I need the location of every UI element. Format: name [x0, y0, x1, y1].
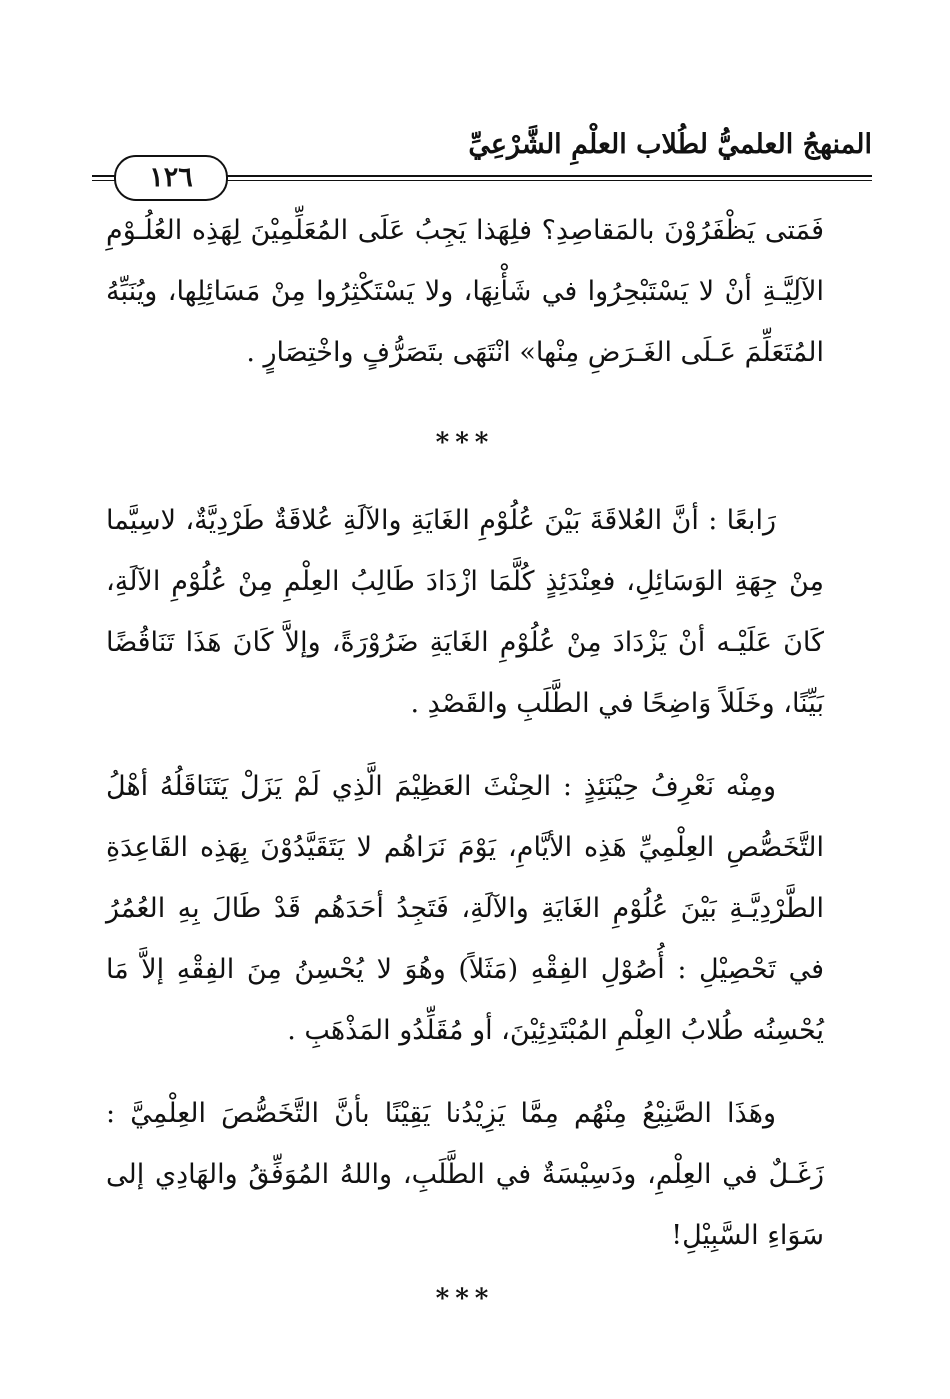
paragraph-rabian: رَابعًا : أنَّ العُلاقَةَ بَيْنَ عُلُوْمِ الغَايَةِ والآلَةِ عُلاقَةٌ طَرْدِيَّةٌ، لاسِيَّما مِنْ جِهَةِ الوَسَائِلِ، فعِنْدَئِذٍ كُلَّمَا ازْدَادَ طَالِبُ العِلْمِ مِنْ عُلُوْمِ الآلَةِ، كَانَ عَلَيْـه أنْ يَزْدَادَ مِنْ عُلُوْمِ الغَايَةِ ضَرُوْرَةً، وإلاَّ كَانَ هَذَا تَنَاقُضًا بَيِّنًا، وخَلَلاً وَاضِحًا في الطَّلَبِ والقَصْدِ . [106, 505, 824, 719]
paragraph-conclusion: وهَذَا الصَّنِيْعُ مِنْهُم مِمَّا يَزِيْدُنا يَقِيْنًا بأنَّ التَّخَصُّصَ العِلْمِيَّ : زَغَـلٌ في العِلْمِ، ودَسِيْسَةٌ في الطَّلَبِ، واللهُ المُوَفِّقُ والهَادِي إلى سَوَاءِ السَّبِيْلِ! [106, 1098, 824, 1251]
page-body [106, 200, 824, 1324]
end-separator: *** [435, 1284, 495, 1314]
paragraph-continuation: فَمَتى يَظْفَرُوْنَ بالمَقاصِدِ؟ فلِهَذا يَجِبُ عَلَى المُعَلِّمِيْنَ لِهَذِه العُلُـوْمِ الآلِيَّـةِ أنْ لا يَسْتَبْحِرُوا في شَأْنِهَا، ولا يَسْتَكْثِرُوا مِنْ مَسَائِلِها، ويُنَبِّهُ المُتَعَلِّمَ عَـلَى الغَـرَضِ مِنْها» انْتَهَى بتَصَرُّفٍ واخْتِصَارٍ . [106, 215, 824, 368]
paragraph-minhu: ومِنْه نَعْرِفُ حِيْنَئِذٍ : الحِنْثَ العَظِيْمَ الَّذِي لَمْ يَزَلْ يَتَنَاقَلُهُ أهْلُ التَّخَصُّصِ العِلْمِيِّ هَذِه الأيَّامِ، يَوْمَ نَرَاهُم لا يَتَقَيَّدُوْنَ بِهَذِه القَاعِدَةِ الطَّرْدِيَّـةِ بَيْنَ عُلُوْمِ الغَايَةِ والآلَةِ، فَتَجِدُ أحَدَهُم قَدْ طَالَ بِهِ العُمُرُ في تَحْصِيْلِ : أُصُوْلِ الفِقْهِ (مَثَلاً) وهُوَ لا يُحْسِنُ مِنَ الفِقْهِ إلاَّ مَا يُحْسِنُه طُلابُ العِلْمِ المُبْتَدِئِيْنَ، أو مُقَلِّدُو المَذْهَبِ . [106, 771, 824, 1046]
section-separator: *** [435, 428, 495, 458]
page-number-badge: ١٢٦ [114, 155, 228, 201]
running-title: المنهجُ العلميُّ لطُلاب العلْمِ الشَّرْعِيِّ [468, 129, 872, 160]
page-header [92, 128, 872, 192]
